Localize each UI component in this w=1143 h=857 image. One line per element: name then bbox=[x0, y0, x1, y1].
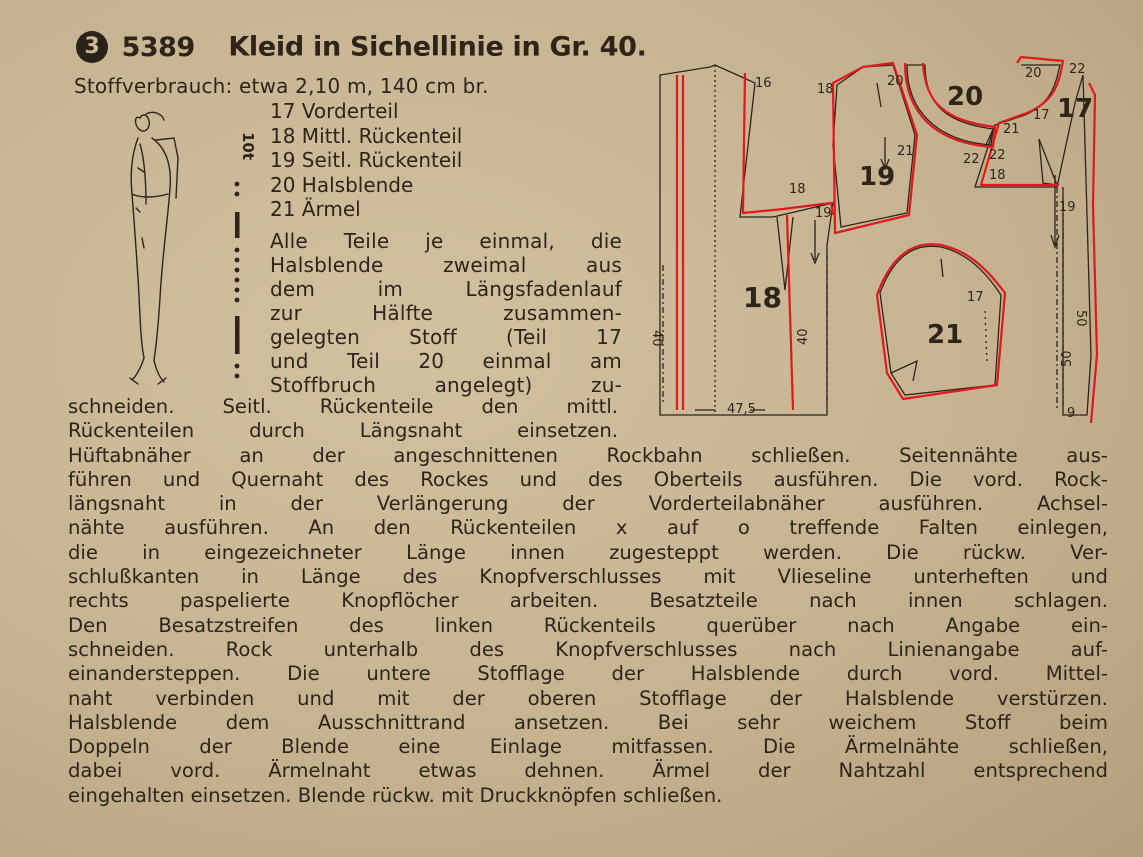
edge-number: 17 bbox=[1033, 108, 1050, 123]
cut-line: und Teil 20 einmal am bbox=[270, 349, 622, 373]
edge-number: 20 bbox=[887, 74, 904, 89]
cut-line: Halsblende zweimal aus bbox=[270, 253, 622, 277]
edge-number: 22 bbox=[989, 148, 1006, 163]
instruction-line: rechts paspelierte Knopflöcher arbeiten. Besatzteile nach innen schlagen. bbox=[68, 589, 1108, 613]
pattern-diagram bbox=[649, 55, 1110, 430]
edge-number: 21 bbox=[897, 144, 914, 159]
part-item: 20 Halsblende bbox=[270, 172, 414, 197]
instruction-line: längsnaht in der Verlängerung der Vorderteilabnäher ausführen. Achsel- bbox=[68, 492, 1108, 516]
piece-number-21: 21 bbox=[927, 320, 964, 350]
edge-number: 22 bbox=[1069, 62, 1086, 77]
instruction-line: führen und Quernaht des Rockes und des Oberteils ausführen. Die vord. Rock- bbox=[68, 467, 1108, 491]
edge-number: 18 bbox=[817, 82, 834, 97]
side-scale bbox=[225, 128, 257, 380]
edge-number: 20 bbox=[1025, 66, 1042, 81]
pattern-number: 5389 bbox=[121, 31, 195, 63]
instruction-line: nähte ausführen. An den Rückenteilen x auf o treffende Falten einlegen, bbox=[68, 516, 1108, 540]
dress-illustration bbox=[110, 108, 190, 388]
part-item: 21 Ärmel bbox=[270, 197, 361, 221]
instruction-line: dabei vord. Ärmelnaht etwas dehnen. Ärmel der Nahtzahl entsprechend bbox=[68, 759, 1108, 783]
edge-number: 19 bbox=[1059, 200, 1076, 215]
cut-line: Stoffbruch angelegt) zu- bbox=[270, 373, 622, 397]
edge-number: 19 bbox=[815, 206, 832, 221]
instruction-line: schneiden. Rock unterhalb des Knopfverschlusses nach Linienangabe auf- bbox=[68, 637, 1108, 661]
fabric-consumption: Stoffverbrauch: etwa 2,10 m, 140 cm br. bbox=[74, 74, 489, 98]
side-scale-label: 10t bbox=[239, 132, 257, 161]
parts-list bbox=[270, 99, 462, 222]
piece-number-18: 18 bbox=[743, 281, 782, 314]
instruction-line: schlußkanten in Länge des Knopfverschlusses mit Vlieseline unterheften und bbox=[68, 565, 1108, 589]
pattern-header bbox=[76, 31, 647, 63]
instruction-line: einandersteppen. Die untere Stofflage der Halsblende durch vord. Mittel- bbox=[68, 662, 1108, 686]
instruction-line: die in eingezeichneter Länge innen zugesteppt werden. Die rückw. Ver- bbox=[68, 540, 1108, 564]
edge-number: 50 bbox=[1060, 350, 1075, 367]
cut-line: dem im Längsfadenlauf bbox=[270, 277, 622, 301]
edge-number: 40 bbox=[649, 330, 664, 347]
edge-number: 40 bbox=[796, 328, 811, 345]
pattern-title: Kleid in Sichellinie in Gr. 40. bbox=[228, 31, 647, 63]
edge-number: 9 bbox=[1067, 406, 1076, 421]
cut-line: Alle Teile je einmal, die bbox=[270, 229, 622, 253]
instruction-line: Rückenteilen durch Längsnaht einsetzen. bbox=[68, 419, 618, 443]
part-item: 17 Vorderteil bbox=[270, 99, 399, 123]
edge-number: 18 bbox=[789, 182, 806, 197]
pattern-circle-number: 3 bbox=[76, 31, 108, 63]
instruction-line: schneiden. Seitl. Rückenteile den mittl. bbox=[68, 395, 618, 418]
instruction-line: eingehalten einsetzen. Blende rückw. mit Druckknöpfen schließen. bbox=[68, 783, 723, 807]
instruction-line: Den Besatzstreifen des linken Rückenteils querüber nach Angabe ein- bbox=[68, 613, 1108, 637]
instruction-line: Halsblende dem Ausschnittrand ansetzen. Bei sehr weichem Stoff beim bbox=[68, 710, 1108, 734]
edge-number: 47,5 bbox=[727, 402, 756, 417]
edge-number: 18 bbox=[989, 168, 1006, 183]
edge-number: 17 bbox=[967, 290, 984, 305]
piece-number-20: 20 bbox=[947, 82, 984, 112]
piece-number-17: 17 bbox=[1057, 94, 1094, 124]
cut-line: gelegten Stoff (Teil 17 bbox=[270, 325, 622, 349]
part-item: 19 Seitl. Rückenteil bbox=[270, 148, 463, 172]
cut-instructions bbox=[270, 229, 622, 397]
part-item: 18 Mittl. Rückenteil bbox=[270, 123, 463, 148]
edge-number: 22 bbox=[963, 152, 980, 167]
instruction-line: Doppeln der Blende eine Einlage mitfassen. Die Ärmelnähte schließen, bbox=[68, 735, 1108, 759]
cut-line: zur Hälfte zusammen- bbox=[270, 301, 622, 325]
edge-number: 21 bbox=[1003, 122, 1020, 137]
piece-number-19: 19 bbox=[859, 162, 896, 192]
sewing-instructions bbox=[68, 395, 1108, 808]
instruction-line: naht verbinden und mit der oberen Stofflage der Halsblende verstürzen. bbox=[68, 686, 1108, 710]
edge-number: 50 bbox=[1073, 310, 1088, 327]
instruction-line: Hüftabnäher an der angeschnittenen Rockbahn schließen. Seitennähte aus- bbox=[68, 443, 1108, 467]
edge-number: 16 bbox=[755, 76, 772, 91]
